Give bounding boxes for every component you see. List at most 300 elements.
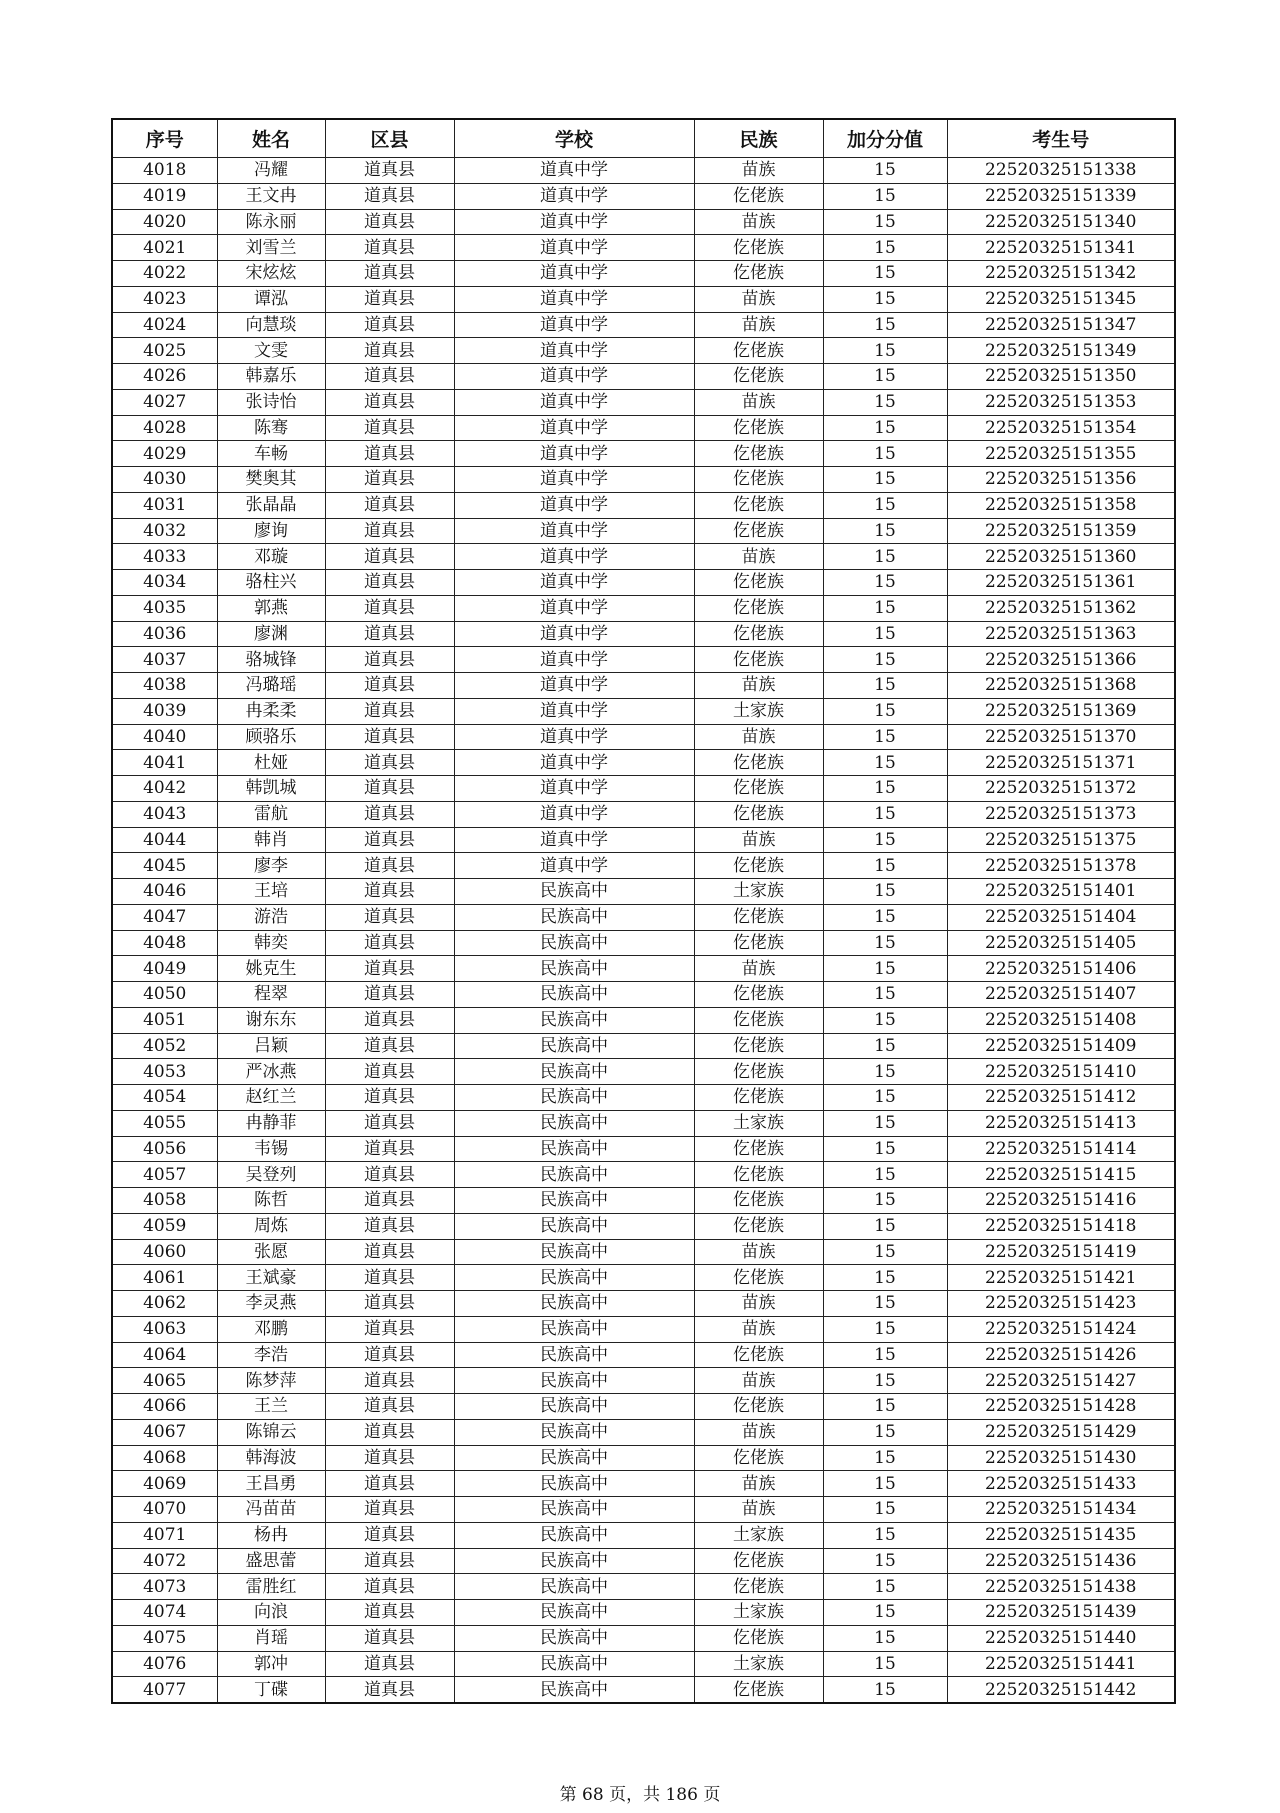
table-row	[112, 595, 1175, 621]
cell-bonus: 15	[823, 1239, 947, 1265]
cell-seq: 4036	[112, 621, 217, 647]
cell-seq: 4071	[112, 1522, 217, 1548]
cell-school: 民族高中	[454, 1471, 694, 1497]
table-row	[112, 930, 1175, 956]
table-row	[112, 1394, 1175, 1420]
cell-ethnicity: 仡佬族	[694, 235, 823, 261]
cell-county: 道真县	[325, 776, 454, 802]
cell-school: 道真中学	[454, 750, 694, 776]
cell-name: 李灵燕	[217, 1291, 325, 1317]
cell-county: 道真县	[325, 1651, 454, 1677]
table-row	[112, 1085, 1175, 1111]
cell-name: 吴登列	[217, 1162, 325, 1188]
cell-bonus: 15	[823, 776, 947, 802]
cell-bonus: 15	[823, 647, 947, 673]
cell-ethnicity: 仡佬族	[694, 776, 823, 802]
cell-county: 道真县	[325, 1419, 454, 1445]
cell-name: 吕颖	[217, 1033, 325, 1059]
cell-county: 道真县	[325, 1445, 454, 1471]
cell-name: 李浩	[217, 1342, 325, 1368]
cell-name: 程翠	[217, 982, 325, 1008]
cell-ethnicity: 仡佬族	[694, 801, 823, 827]
table-row	[112, 235, 1175, 261]
table-row	[112, 904, 1175, 930]
cell-name: 王兰	[217, 1394, 325, 1420]
cell-exam-id: 22520325151353	[947, 389, 1175, 415]
cell-seq: 4034	[112, 570, 217, 596]
cell-seq: 4077	[112, 1677, 217, 1703]
cell-exam-id: 22520325151373	[947, 801, 1175, 827]
table-row	[112, 1471, 1175, 1497]
table-row	[112, 621, 1175, 647]
cell-county: 道真县	[325, 1600, 454, 1626]
cell-ethnicity: 苗族	[694, 673, 823, 699]
cell-school: 民族高中	[454, 1574, 694, 1600]
cell-exam-id: 22520325151404	[947, 904, 1175, 930]
table-row	[112, 1213, 1175, 1239]
cell-exam-id: 22520325151414	[947, 1136, 1175, 1162]
header-name: 姓名	[217, 119, 325, 158]
cell-bonus: 15	[823, 415, 947, 441]
cell-seq: 4028	[112, 415, 217, 441]
cell-school: 民族高中	[454, 1651, 694, 1677]
cell-bonus: 15	[823, 467, 947, 493]
cell-exam-id: 22520325151339	[947, 183, 1175, 209]
cell-school: 道真中学	[454, 158, 694, 184]
cell-name: 冯璐瑶	[217, 673, 325, 699]
cell-bonus: 15	[823, 312, 947, 338]
cell-county: 道真县	[325, 441, 454, 467]
cell-county: 道真县	[325, 595, 454, 621]
table-row	[112, 879, 1175, 905]
cell-school: 道真中学	[454, 183, 694, 209]
cell-seq: 4054	[112, 1085, 217, 1111]
cell-seq: 4074	[112, 1600, 217, 1626]
cell-school: 道真中学	[454, 364, 694, 390]
cell-exam-id: 22520325151355	[947, 441, 1175, 467]
cell-exam-id: 22520325151342	[947, 261, 1175, 287]
cell-name: 丁碟	[217, 1677, 325, 1703]
table-row	[112, 1677, 1175, 1703]
cell-ethnicity: 苗族	[694, 1239, 823, 1265]
cell-school: 道真中学	[454, 441, 694, 467]
cell-name: 骆城锋	[217, 647, 325, 673]
cell-seq: 4046	[112, 879, 217, 905]
table-row	[112, 1007, 1175, 1033]
cell-exam-id: 22520325151427	[947, 1368, 1175, 1394]
cell-county: 道真县	[325, 1574, 454, 1600]
cell-name: 郭燕	[217, 595, 325, 621]
cell-school: 道真中学	[454, 647, 694, 673]
cell-name: 冉柔柔	[217, 698, 325, 724]
cell-exam-id: 22520325151438	[947, 1574, 1175, 1600]
cell-exam-id: 22520325151407	[947, 982, 1175, 1008]
table-row	[112, 1368, 1175, 1394]
cell-county: 道真县	[325, 1110, 454, 1136]
cell-exam-id: 22520325151424	[947, 1316, 1175, 1342]
cell-county: 道真县	[325, 930, 454, 956]
cell-seq: 4051	[112, 1007, 217, 1033]
cell-county: 道真县	[325, 183, 454, 209]
cell-name: 顾骆乐	[217, 724, 325, 750]
cell-exam-id: 22520325151413	[947, 1110, 1175, 1136]
cell-county: 道真县	[325, 209, 454, 235]
cell-school: 道真中学	[454, 827, 694, 853]
cell-exam-id: 22520325151345	[947, 286, 1175, 312]
table-row	[112, 209, 1175, 235]
table-row	[112, 467, 1175, 493]
header-ethnicity: 民族	[694, 119, 823, 158]
cell-seq: 4027	[112, 389, 217, 415]
cell-county: 道真县	[325, 1471, 454, 1497]
cell-ethnicity: 仡佬族	[694, 1265, 823, 1291]
cell-seq: 4062	[112, 1291, 217, 1317]
cell-ethnicity: 仡佬族	[694, 441, 823, 467]
cell-school: 民族高中	[454, 904, 694, 930]
cell-county: 道真县	[325, 467, 454, 493]
table-row	[112, 1625, 1175, 1651]
cell-name: 陈骞	[217, 415, 325, 441]
cell-school: 道真中学	[454, 209, 694, 235]
cell-school: 民族高中	[454, 1677, 694, 1703]
cell-county: 道真县	[325, 1368, 454, 1394]
cell-exam-id: 22520325151368	[947, 673, 1175, 699]
cell-seq: 4064	[112, 1342, 217, 1368]
cell-seq: 4065	[112, 1368, 217, 1394]
cell-county: 道真县	[325, 1136, 454, 1162]
cell-bonus: 15	[823, 364, 947, 390]
cell-seq: 4049	[112, 956, 217, 982]
cell-county: 道真县	[325, 1497, 454, 1523]
cell-school: 道真中学	[454, 595, 694, 621]
cell-school: 道真中学	[454, 776, 694, 802]
cell-exam-id: 22520325151405	[947, 930, 1175, 956]
cell-name: 杜娅	[217, 750, 325, 776]
cell-county: 道真县	[325, 1677, 454, 1703]
cell-ethnicity: 仡佬族	[694, 338, 823, 364]
cell-seq: 4041	[112, 750, 217, 776]
cell-school: 民族高中	[454, 956, 694, 982]
cell-ethnicity: 苗族	[694, 1291, 823, 1317]
cell-school: 民族高中	[454, 1316, 694, 1342]
table-row	[112, 1445, 1175, 1471]
cell-seq: 4020	[112, 209, 217, 235]
cell-exam-id: 22520325151434	[947, 1497, 1175, 1523]
cell-school: 民族高中	[454, 1110, 694, 1136]
cell-bonus: 15	[823, 724, 947, 750]
cell-name: 姚克生	[217, 956, 325, 982]
cell-name: 陈哲	[217, 1188, 325, 1214]
cell-seq: 4018	[112, 158, 217, 184]
cell-school: 道真中学	[454, 261, 694, 287]
cell-name: 王斌豪	[217, 1265, 325, 1291]
cell-ethnicity: 仡佬族	[694, 1574, 823, 1600]
cell-bonus: 15	[823, 1136, 947, 1162]
cell-county: 道真县	[325, 364, 454, 390]
cell-seq: 4038	[112, 673, 217, 699]
cell-county: 道真县	[325, 801, 454, 827]
cell-name: 刘雪兰	[217, 235, 325, 261]
table-row	[112, 1291, 1175, 1317]
table-body	[112, 158, 1175, 1704]
cell-exam-id: 22520325151341	[947, 235, 1175, 261]
cell-seq: 4031	[112, 492, 217, 518]
table-row	[112, 1239, 1175, 1265]
cell-school: 民族高中	[454, 1497, 694, 1523]
cell-county: 道真县	[325, 570, 454, 596]
cell-school: 民族高中	[454, 1239, 694, 1265]
cell-school: 民族高中	[454, 1136, 694, 1162]
cell-bonus: 15	[823, 1419, 947, 1445]
cell-exam-id: 22520325151347	[947, 312, 1175, 338]
cell-exam-id: 22520325151435	[947, 1522, 1175, 1548]
cell-name: 宋炫炫	[217, 261, 325, 287]
cell-exam-id: 22520325151408	[947, 1007, 1175, 1033]
cell-name: 文雯	[217, 338, 325, 364]
cell-school: 民族高中	[454, 1445, 694, 1471]
cell-bonus: 15	[823, 492, 947, 518]
cell-ethnicity: 土家族	[694, 698, 823, 724]
cell-exam-id: 22520325151350	[947, 364, 1175, 390]
cell-seq: 4057	[112, 1162, 217, 1188]
cell-bonus: 15	[823, 183, 947, 209]
cell-seq: 4033	[112, 544, 217, 570]
cell-seq: 4061	[112, 1265, 217, 1291]
cell-ethnicity: 仡佬族	[694, 570, 823, 596]
cell-bonus: 15	[823, 389, 947, 415]
cell-ethnicity: 仡佬族	[694, 1394, 823, 1420]
cell-exam-id: 22520325151428	[947, 1394, 1175, 1420]
cell-school: 民族高中	[454, 1291, 694, 1317]
cell-ethnicity: 仡佬族	[694, 1085, 823, 1111]
cell-county: 道真县	[325, 1188, 454, 1214]
cell-seq: 4055	[112, 1110, 217, 1136]
cell-exam-id: 22520325151362	[947, 595, 1175, 621]
cell-ethnicity: 苗族	[694, 1497, 823, 1523]
cell-exam-id: 22520325151410	[947, 1059, 1175, 1085]
cell-seq: 4066	[112, 1394, 217, 1420]
cell-school: 道真中学	[454, 724, 694, 750]
cell-name: 郭冲	[217, 1651, 325, 1677]
cell-ethnicity: 苗族	[694, 1368, 823, 1394]
cell-school: 道真中学	[454, 338, 694, 364]
cell-county: 道真县	[325, 1522, 454, 1548]
cell-bonus: 15	[823, 441, 947, 467]
cell-ethnicity: 土家族	[694, 1110, 823, 1136]
cell-school: 道真中学	[454, 518, 694, 544]
cell-bonus: 15	[823, 595, 947, 621]
cell-school: 民族高中	[454, 1625, 694, 1651]
cell-school: 道真中学	[454, 801, 694, 827]
cell-county: 道真县	[325, 647, 454, 673]
cell-ethnicity: 仡佬族	[694, 1677, 823, 1703]
cell-county: 道真县	[325, 1394, 454, 1420]
cell-bonus: 15	[823, 1651, 947, 1677]
table-row	[112, 801, 1175, 827]
cell-bonus: 15	[823, 698, 947, 724]
cell-bonus: 15	[823, 853, 947, 879]
cell-ethnicity: 仡佬族	[694, 467, 823, 493]
cell-ethnicity: 苗族	[694, 1316, 823, 1342]
table-row	[112, 492, 1175, 518]
cell-exam-id: 22520325151412	[947, 1085, 1175, 1111]
cell-exam-id: 22520325151401	[947, 879, 1175, 905]
cell-school: 道真中学	[454, 621, 694, 647]
cell-bonus: 15	[823, 1188, 947, 1214]
cell-county: 道真县	[325, 1316, 454, 1342]
cell-county: 道真县	[325, 389, 454, 415]
cell-county: 道真县	[325, 518, 454, 544]
table-row	[112, 389, 1175, 415]
cell-ethnicity: 仡佬族	[694, 1625, 823, 1651]
cell-ethnicity: 仡佬族	[694, 904, 823, 930]
table-row	[112, 724, 1175, 750]
cell-name: 王昌勇	[217, 1471, 325, 1497]
cell-county: 道真县	[325, 1342, 454, 1368]
cell-school: 民族高中	[454, 1085, 694, 1111]
cell-school: 民族高中	[454, 1213, 694, 1239]
cell-seq: 4035	[112, 595, 217, 621]
cell-school: 民族高中	[454, 1548, 694, 1574]
cell-name: 邓璇	[217, 544, 325, 570]
cell-ethnicity: 仡佬族	[694, 1213, 823, 1239]
cell-exam-id: 22520325151439	[947, 1600, 1175, 1626]
cell-name: 邓鹏	[217, 1316, 325, 1342]
cell-bonus: 15	[823, 1316, 947, 1342]
cell-county: 道真县	[325, 338, 454, 364]
cell-ethnicity: 仡佬族	[694, 415, 823, 441]
cell-ethnicity: 苗族	[694, 827, 823, 853]
cell-seq: 4042	[112, 776, 217, 802]
cell-name: 雷胜红	[217, 1574, 325, 1600]
cell-bonus: 15	[823, 544, 947, 570]
cell-seq: 4037	[112, 647, 217, 673]
table-row	[112, 698, 1175, 724]
cell-name: 冯耀	[217, 158, 325, 184]
cell-ethnicity: 仡佬族	[694, 1342, 823, 1368]
cell-seq: 4044	[112, 827, 217, 853]
cell-name: 骆柱兴	[217, 570, 325, 596]
cell-name: 韩凯城	[217, 776, 325, 802]
cell-ethnicity: 仡佬族	[694, 1445, 823, 1471]
cell-bonus: 15	[823, 1213, 947, 1239]
cell-bonus: 15	[823, 750, 947, 776]
cell-school: 道真中学	[454, 389, 694, 415]
cell-seq: 4070	[112, 1497, 217, 1523]
cell-name: 韩奕	[217, 930, 325, 956]
table-row	[112, 183, 1175, 209]
table-row	[112, 570, 1175, 596]
cell-seq: 4059	[112, 1213, 217, 1239]
cell-exam-id: 22520325151421	[947, 1265, 1175, 1291]
cell-seq: 4056	[112, 1136, 217, 1162]
cell-name: 杨冉	[217, 1522, 325, 1548]
cell-name: 向浪	[217, 1600, 325, 1626]
cell-bonus: 15	[823, 904, 947, 930]
cell-county: 道真县	[325, 261, 454, 287]
cell-county: 道真县	[325, 286, 454, 312]
cell-seq: 4024	[112, 312, 217, 338]
cell-name: 张诗怡	[217, 389, 325, 415]
cell-bonus: 15	[823, 286, 947, 312]
cell-exam-id: 22520325151433	[947, 1471, 1175, 1497]
cell-exam-id: 22520325151423	[947, 1291, 1175, 1317]
cell-ethnicity: 土家族	[694, 1651, 823, 1677]
cell-county: 道真县	[325, 853, 454, 879]
cell-school: 道真中学	[454, 698, 694, 724]
cell-name: 廖询	[217, 518, 325, 544]
cell-name: 陈永丽	[217, 209, 325, 235]
cell-seq: 4019	[112, 183, 217, 209]
table-row	[112, 1600, 1175, 1626]
cell-exam-id: 22520325151371	[947, 750, 1175, 776]
cell-exam-id: 22520325151360	[947, 544, 1175, 570]
cell-school: 道真中学	[454, 415, 694, 441]
cell-county: 道真县	[325, 879, 454, 905]
cell-exam-id: 22520325151361	[947, 570, 1175, 596]
cell-ethnicity: 仡佬族	[694, 750, 823, 776]
cell-county: 道真县	[325, 698, 454, 724]
cell-bonus: 15	[823, 158, 947, 184]
cell-seq: 4076	[112, 1651, 217, 1677]
cell-bonus: 15	[823, 956, 947, 982]
cell-exam-id: 22520325151369	[947, 698, 1175, 724]
cell-bonus: 15	[823, 801, 947, 827]
cell-school: 民族高中	[454, 982, 694, 1008]
cell-ethnicity: 仡佬族	[694, 621, 823, 647]
cell-seq: 4039	[112, 698, 217, 724]
cell-bonus: 15	[823, 673, 947, 699]
cell-county: 道真县	[325, 1033, 454, 1059]
cell-seq: 4026	[112, 364, 217, 390]
cell-ethnicity: 土家族	[694, 879, 823, 905]
cell-name: 盛思蕾	[217, 1548, 325, 1574]
header-school: 学校	[454, 119, 694, 158]
cell-exam-id: 22520325151406	[947, 956, 1175, 982]
cell-name: 张晶晶	[217, 492, 325, 518]
cell-county: 道真县	[325, 492, 454, 518]
cell-bonus: 15	[823, 1007, 947, 1033]
cell-bonus: 15	[823, 1445, 947, 1471]
cell-school: 道真中学	[454, 235, 694, 261]
cell-name: 严冰燕	[217, 1059, 325, 1085]
cell-seq: 4047	[112, 904, 217, 930]
table-row	[112, 1419, 1175, 1445]
cell-ethnicity: 苗族	[694, 724, 823, 750]
cell-name: 车畅	[217, 441, 325, 467]
cell-seq: 4050	[112, 982, 217, 1008]
table-row	[112, 544, 1175, 570]
cell-bonus: 15	[823, 1394, 947, 1420]
table-row	[112, 827, 1175, 853]
cell-seq: 4045	[112, 853, 217, 879]
table-row	[112, 982, 1175, 1008]
cell-exam-id: 22520325151418	[947, 1213, 1175, 1239]
cell-name: 韩海波	[217, 1445, 325, 1471]
cell-school: 民族高中	[454, 1007, 694, 1033]
cell-county: 道真县	[325, 1265, 454, 1291]
cell-bonus: 15	[823, 1162, 947, 1188]
cell-name: 谭泓	[217, 286, 325, 312]
table-row	[112, 364, 1175, 390]
cell-school: 民族高中	[454, 1342, 694, 1368]
cell-bonus: 15	[823, 1497, 947, 1523]
cell-ethnicity: 土家族	[694, 1522, 823, 1548]
cell-bonus: 15	[823, 1265, 947, 1291]
cell-county: 道真县	[325, 1213, 454, 1239]
table-row	[112, 1522, 1175, 1548]
cell-exam-id: 22520325151440	[947, 1625, 1175, 1651]
